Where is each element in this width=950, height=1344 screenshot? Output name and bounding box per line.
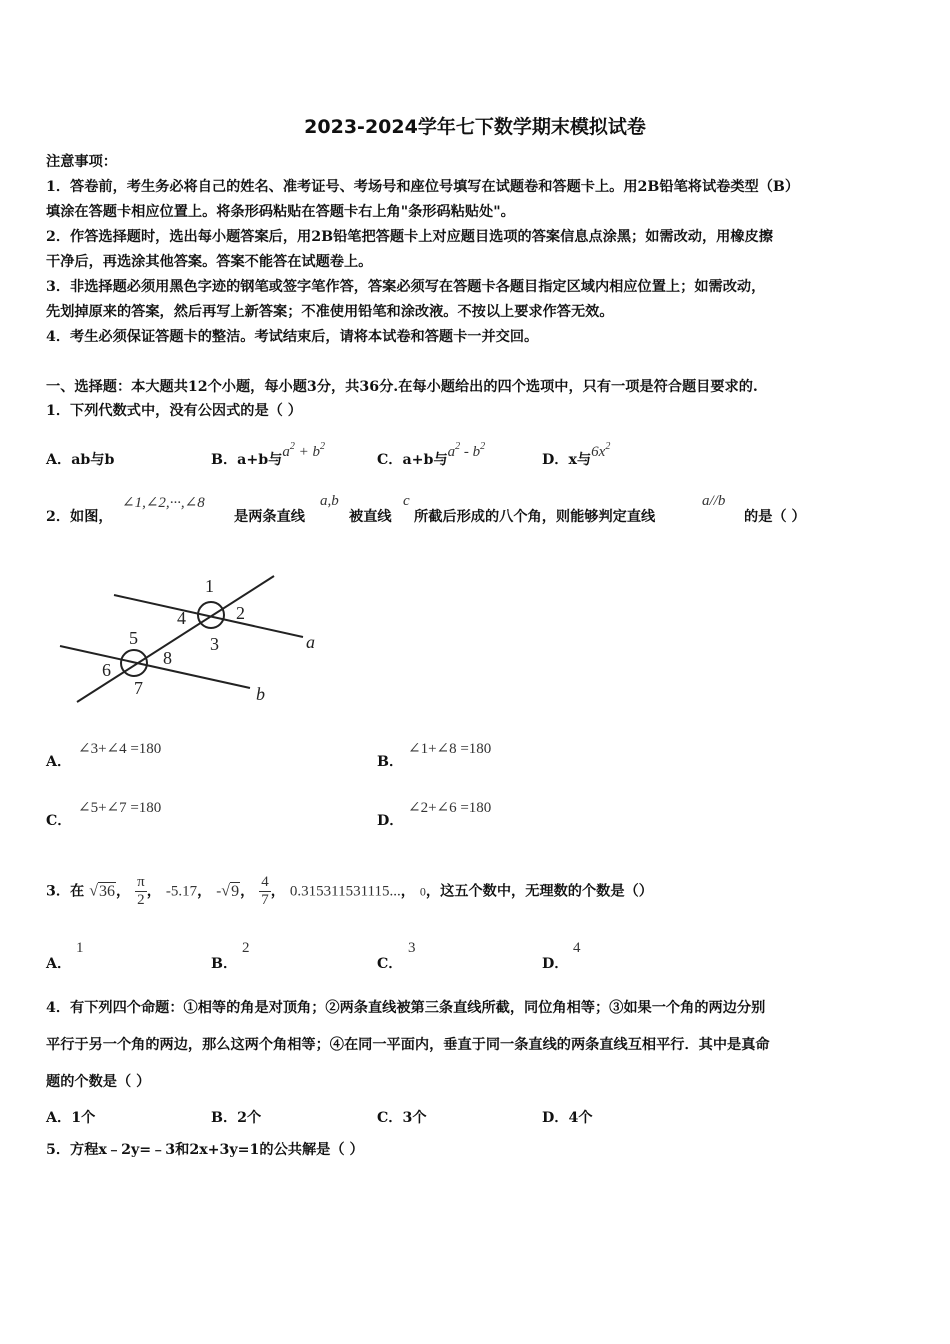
q1-option-a: A．ab与b <box>46 452 115 468</box>
angle-label-2: 2 <box>236 603 245 623</box>
notice-line-1b: 填涂在答题卡相应位置上。将条形码粘贴在答题卡右上角"条形码粘贴处"。 <box>46 204 515 220</box>
q5-stem: 5．方程x﹣2y=﹣3和2x+3y=1的公共解是（ ） <box>46 1142 364 1158</box>
q3-option-d-label: D． <box>542 956 569 972</box>
q2-part-2: 是两条直线 <box>234 509 305 525</box>
q3-option-a-value: 1 <box>76 940 84 956</box>
q3-option-a-label: A． <box>46 956 72 972</box>
section-heading: 一、选择题：本大题共12个小题，每小题3分，共36分.在每小题给出的四个选项中，只有一项是符合题目要求的. <box>46 379 758 395</box>
q4-option-d: D．4个 <box>542 1110 593 1126</box>
angle-label-7: 7 <box>134 678 143 698</box>
q3-part-2: ，这五个数中，无理数的个数是（） <box>425 883 653 900</box>
angle-label-3: 3 <box>210 634 219 654</box>
q2-part-3: 被直线 <box>349 509 392 525</box>
q3-pi-over-2: $\frac{\pi}{2}$ <box>137 874 145 908</box>
notice-line-3a: 3．非选择题必须用黑色字迹的钢笔或签字笔作答，答案必须写在答题卡各题目指定区域内相应位置上；如需改动， <box>46 279 766 295</box>
q2-part-5: 的是（ ） <box>744 509 806 525</box>
q3-option-c-label: C． <box>377 956 403 972</box>
q3-option-d-value: 4 <box>573 940 581 956</box>
q2-line-c-math: c <box>403 493 410 509</box>
q3-sqrt-9: √9 <box>221 882 240 900</box>
q4-line-1: 4．有下列四个命题：①相等的角是对顶角；②两条直线被第三条直线所截，同位角相等；③如果一个角的两边分别 <box>46 1000 766 1016</box>
q3-value-neg-5-17: -5.17 <box>165 883 198 900</box>
line-b-label: b <box>256 684 265 704</box>
q3-part-1: 3．在 <box>46 883 85 900</box>
q2-option-a-math: ∠3+∠4 =180 <box>78 741 162 757</box>
angle-label-1: 1 <box>205 576 214 596</box>
q2-option-b-label: B． <box>377 754 404 770</box>
q1-option-d-math: $6x^2$ <box>591 441 611 460</box>
q2-parallel-math: a//b <box>702 493 726 509</box>
q3-option-b-value: 2 <box>242 940 250 956</box>
q3-value-repeating: 0.315311531115... <box>289 883 401 900</box>
notice-line-1a: 1．答卷前，考生务必将自己的姓名、准考证号、考场号和座位号填写在试题卷和答题卡上。用2B铅笔将试卷类型（B） <box>46 179 800 195</box>
page-title: 2023-2024学年七下数学期末模拟试卷 <box>304 116 646 138</box>
q3-option-b-label: B． <box>211 956 238 972</box>
line-a-label: a <box>306 632 315 652</box>
q2-figure <box>50 568 340 713</box>
q1-option-d <box>542 441 611 469</box>
q4-line-2: 平行于另一个角的两边，那么这两个角相等；④在同一平面内，垂直于同一条直线的两条直线互相平行．其中是真命 <box>46 1037 770 1053</box>
q2-angles-math: ∠1,∠2,···,∠8 <box>122 495 205 511</box>
q3-sqrt-36: √36 <box>89 882 115 900</box>
q2-option-a-label: A． <box>46 754 72 770</box>
angle-label-8: 8 <box>163 648 172 668</box>
notice-line-2a: 2．作答选择题时，选出每小题答案后，用2B铅笔把答题卡上对应题目选项的答案信息点涂黑；如需改动，用橡皮擦 <box>46 229 773 245</box>
q2-option-d-math: ∠2+∠6 =180 <box>408 800 492 816</box>
angle-label-5: 5 <box>129 628 138 648</box>
q1-option-b-label: B．a+b与 <box>211 452 283 468</box>
notice-line-2b: 干净后，再选涂其他答案。答案不能答在试题卷上。 <box>46 254 373 270</box>
q2-option-b-math: ∠1+∠8 =180 <box>408 741 492 757</box>
q4-option-a: A．1个 <box>46 1110 96 1126</box>
notice-line-4: 4．考生必须保证答题卡的整洁。考试结束后，请将本试卷和答题卡一并交回。 <box>46 329 539 345</box>
q4-option-c: C．3个 <box>377 1110 427 1126</box>
q1-stem: 1．下列代数式中，没有公因式的是（ ） <box>46 403 302 419</box>
line-c <box>77 576 274 702</box>
q1-option-c-label: C．a+b与 <box>377 452 448 468</box>
q3-four-sevenths: $\frac{4}{7}$ <box>261 874 269 908</box>
q4-option-b: B．2个 <box>211 1110 262 1126</box>
q2-part-1: 2．如图， <box>46 509 113 525</box>
notice-heading: 注意事项： <box>46 154 117 170</box>
angle-label-6: 6 <box>102 660 111 680</box>
q1-option-b-math: $a^2 + b^2$ <box>282 441 325 460</box>
q4-line-3: 题的个数是（ ） <box>46 1074 151 1090</box>
notice-line-3b: 先划掉原来的答案，然后再写上新答案；不准使用铅笔和涂改液。不按以上要求作答无效。 <box>46 304 614 320</box>
q2-option-d-label: D． <box>377 813 404 829</box>
q3-value-zero: 0 <box>419 884 426 899</box>
q2-option-c-math: ∠5+∠7 =180 <box>78 800 162 816</box>
q1-option-d-label: D．x与 <box>542 452 592 468</box>
angle-label-4: 4 <box>177 608 186 628</box>
q1-option-b <box>211 441 325 469</box>
q3-stem: 3．在 √36， $\frac{\pi}{2}$ ， -5.17， -√9， $\frac{4}{7}$ ， 0.315311531115...， 0，这五个数中，无理数的个数是（） <box>46 874 653 908</box>
q1-option-c-math: $a^2 - b^2$ <box>447 441 486 460</box>
q2-part-4: 所截后形成的八个角，则能够判定直线 <box>414 509 656 525</box>
q3-option-c-value: 3 <box>408 940 416 956</box>
q2-option-c-label: C． <box>46 813 72 829</box>
q2-lines-math: a,b <box>320 493 339 509</box>
q1-option-c <box>377 441 486 469</box>
